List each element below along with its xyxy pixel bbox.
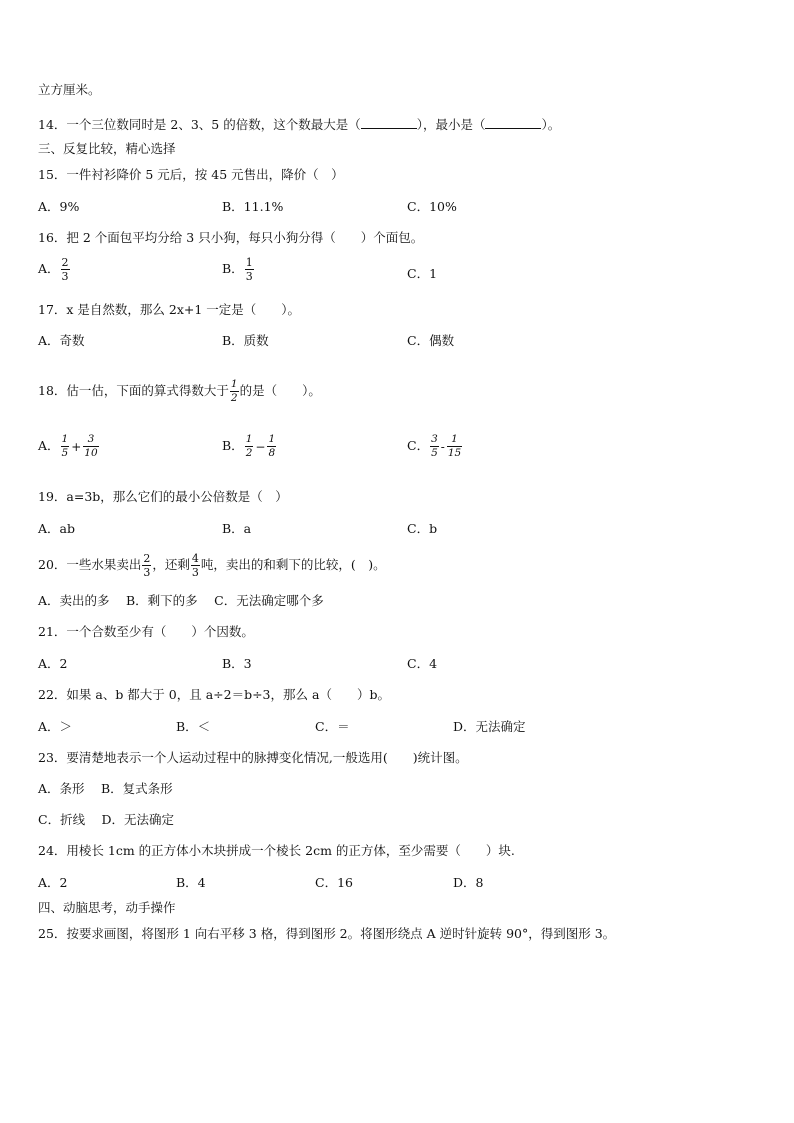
q17-option-c[interactable]: C．偶数 [407, 333, 455, 348]
q15-option-b[interactable]: B．11.1% [222, 199, 284, 214]
q20-left-fraction: $\frac{4}{3}$ [191, 552, 199, 579]
q15-option-c[interactable]: C．10% [407, 199, 457, 214]
q14-blank-max[interactable] [361, 116, 417, 129]
q24-option-d[interactable]: D．8 [453, 875, 484, 890]
q24-option-c[interactable]: C．16 [315, 875, 353, 890]
q22-option-c[interactable]: C．＝ [315, 719, 350, 734]
header-line: 立方厘米。 [38, 82, 101, 97]
q14-text-after: ）。 [541, 117, 561, 132]
q24-option-a[interactable]: A．2 [38, 875, 68, 890]
q22-option-d[interactable]: D．无法确定 [453, 719, 526, 734]
q18-text-before: 18．估一估，下面的算式得数大于 [38, 383, 229, 398]
section-3-title: 三、反复比较，精心选择 [38, 141, 176, 156]
question-21: 21．一个合数至少有（ ）个因数。 [38, 624, 254, 639]
q18-a-operator: + [71, 439, 82, 454]
q17-option-a[interactable]: A．奇数 [38, 333, 85, 348]
q16-b-label: B． [222, 261, 244, 276]
q22-option-a[interactable]: A．＞ [38, 719, 73, 734]
q19-option-a[interactable]: A．ab [38, 521, 75, 536]
q16-option-a[interactable] [38, 256, 71, 283]
question-23: 23．要清楚地表示一个人运动过程中的脉搏变化情况,一般选用( )统计图。 [38, 750, 468, 765]
q18-option-b[interactable] [222, 433, 277, 460]
question-19: 19．a=3b，那么它们的最小公倍数是（ ） [38, 489, 288, 504]
q19-option-c[interactable]: C．b [407, 521, 438, 536]
q24-option-b[interactable]: B．4 [176, 875, 206, 890]
q18-text-after: 的是（ ）。 [239, 383, 321, 398]
q18-half-fraction: $\frac{1}{2}$ [230, 378, 238, 404]
q23-options-ab[interactable]: A．条形 B．复式条形 [38, 781, 173, 796]
q18-a-frac1: $\frac{1}{5}$ [61, 433, 69, 459]
q14-text-before: 14．一个三位数同时是 2、3、5 的倍数，这个数最大是（ [38, 117, 361, 132]
q18-c-label: C． [407, 438, 430, 453]
q21-option-a[interactable]: A．2 [38, 656, 68, 671]
q19-option-b[interactable]: B．a [222, 521, 252, 536]
q20-text-before: 20．一些水果卖出 [38, 557, 142, 572]
q16-b-fraction: $\frac{1}{3}$ [245, 256, 253, 283]
q18-b-label: B． [222, 438, 244, 453]
question-15: 15．一件衬衫降价 5 元后，按 45 元售出，降价（ ） [38, 167, 344, 182]
q18-b-frac1: $\frac{1}{2}$ [245, 433, 253, 459]
q23-options-cd[interactable]: C．折线 D．无法确定 [38, 812, 175, 827]
q18-a-frac2: $\frac{3}{10}$ [84, 433, 98, 459]
q15-option-a[interactable]: A．9% [38, 199, 80, 214]
q22-option-b[interactable]: B．＜ [176, 719, 211, 734]
question-20 [38, 552, 386, 579]
q14-blank-min[interactable] [485, 116, 541, 129]
question-25: 25．按要求画图，将图形 1 向右平移 3 格，得到图形 2。将图形绕点 A 逆时针旋转 90°，得到图形 3。 [38, 926, 616, 941]
q21-option-c[interactable]: C．4 [407, 656, 438, 671]
q18-c-operator: - [440, 439, 445, 454]
question-14 [38, 116, 560, 133]
q20-options[interactable]: A．卖出的多 B．剩下的多 C．无法确定哪个多 [38, 593, 324, 608]
section-4-title: 四、动脑思考，动手操作 [38, 900, 176, 915]
q20-text-middle: ，还剩 [152, 557, 190, 572]
q18-option-a[interactable] [38, 433, 100, 460]
q18-b-frac2: $\frac{1}{8}$ [268, 433, 276, 459]
question-17: 17．x 是自然数，那么 2x+1 一定是（ ）。 [38, 302, 301, 317]
q20-text-after: 吨，卖出的和剩下的比较，( )。 [200, 557, 386, 572]
q16-option-c[interactable]: C．1 [407, 266, 438, 281]
q14-text-middle: ），最小是（ [416, 117, 486, 132]
question-18 [38, 378, 321, 405]
q16-a-label: A． [38, 261, 60, 276]
question-24: 24．用棱长 1cm 的正方体小木块拼成一个棱长 2cm 的正方体，至少需要（ ）块. [38, 843, 515, 858]
question-16: 16．把 2 个面包平均分给 3 只小狗，每只小狗分得（ ）个面包。 [38, 230, 424, 245]
q17-option-b[interactable]: B．质数 [222, 333, 269, 348]
q18-c-frac2: $\frac{1}{15}$ [447, 433, 462, 459]
q16-option-b[interactable] [222, 256, 255, 283]
q18-c-frac1: $\frac{3}{5}$ [431, 433, 438, 459]
q20-sold-fraction: $\frac{2}{3}$ [143, 552, 151, 579]
q18-b-operator: − [255, 439, 266, 454]
question-22: 22．如果 a、b 都大于 0，且 a÷2＝b÷3，那么 a（ ）b。 [38, 687, 390, 702]
q21-option-b[interactable]: B．3 [222, 656, 252, 671]
q16-a-fraction: $\frac{2}{3}$ [61, 256, 69, 283]
q18-a-label: A． [38, 438, 60, 453]
q18-option-c[interactable] [407, 433, 463, 460]
